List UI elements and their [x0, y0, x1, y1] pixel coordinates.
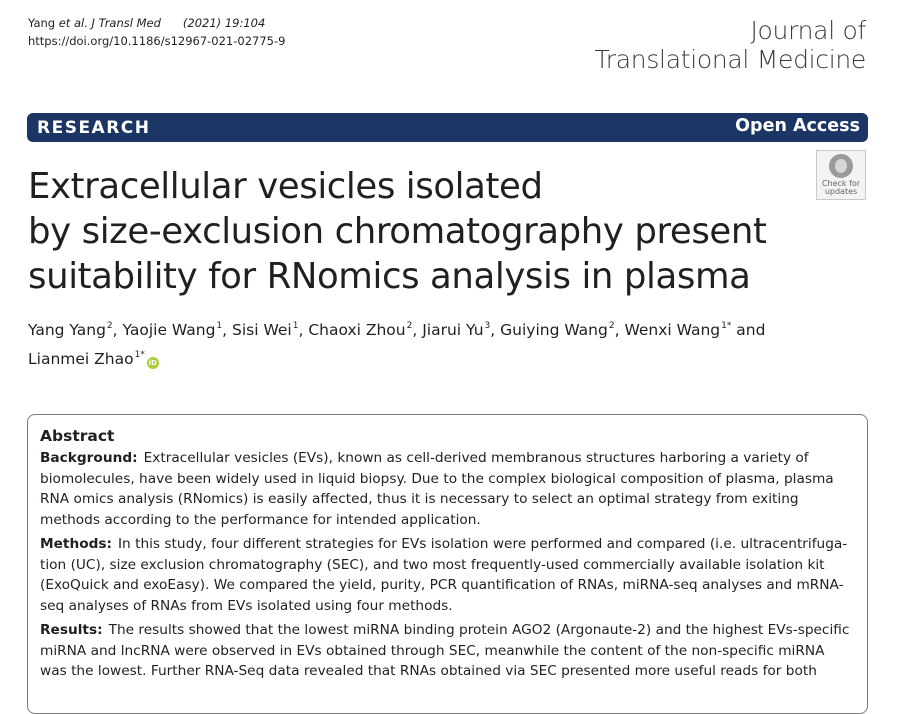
author[interactable]: Sisi Wei$^1$	[232, 321, 299, 339]
abstract-box	[27, 414, 868, 714]
author[interactable]: Wenxi Wang$^{1*}$	[624, 321, 732, 339]
citation-year: (2021) 19:104	[182, 16, 266, 30]
journal-logo-line2: Translational Medicine	[594, 45, 866, 74]
check-for-updates-button[interactable]	[816, 150, 866, 200]
author[interactable]: Yang Yang$^2$	[28, 321, 113, 339]
author[interactable]: Chaoxi Zhou$^2$	[308, 321, 413, 339]
results-label: Results:	[40, 622, 103, 638]
abstract-heading: Abstract	[40, 427, 115, 445]
results-text: The results showed that the lowest miRNA binding protein AGO2 (Argonaute-2) and the highest EVs-specific miRNA and lncRNA were observed in EVs obtained through SEC, meanwhile the content of the non-specific miRNA was the lowest. Further RNA-Seq data revealed that RNAs obtained via SEC presented more useful reads for both	[40, 622, 850, 679]
author[interactable]: Jiarui Yu$^3$	[422, 321, 491, 339]
journal-logo	[594, 16, 866, 74]
citation-authors: Yang	[28, 16, 56, 30]
orcid-icon[interactable]: iD	[148, 359, 157, 367]
author[interactable]: Yaojie Wang$^1$	[122, 321, 223, 339]
title-line-1: Extracellular vesicles isolated	[28, 166, 543, 207]
doi-link[interactable]: https://doi.org/10.1186/s12967-021-02775-9	[28, 34, 286, 48]
check-updates-line1: Check for	[821, 179, 861, 188]
abstract-results	[40, 620, 855, 682]
title-line-3: suitability for RNomics analysis in plasma	[28, 256, 751, 297]
methods-text: In this study, four different strategies for EVs isolation were performed and compared (i.e. ultracentrifuga-tion (UC), size exclusion chromatography (SEC), and two most frequently-used commercially available isolation kit (ExoQuick and exoEasy). We compared the yield, purity, PCR quantification of RNAs, miRNA-seq analyses and mRNA-seq analyses of RNAs from EVs isolated using four methods.	[40, 536, 848, 614]
journal-logo-line1: Journal of	[750, 16, 866, 45]
background-label: Background:	[40, 450, 138, 466]
citation-line	[28, 14, 285, 32]
citation-block	[28, 14, 285, 50]
check-updates-line2: updates	[824, 187, 858, 196]
open-access-label: Open Access	[735, 116, 860, 136]
methods-label: Methods:	[40, 536, 113, 552]
author-list: Yang Yang$^2$, Yaojie Wang$^1$, Sisi Wei$^1$, Chaoxi Zhou$^2$, Jiarui Yu$^3$, Guiying Wang$^2$, Wenxi Wang$^{1*}$ and Lianmei Zhao$^{1*}$iD	[28, 321, 766, 368]
citation-journal: et al. J Transl Med	[58, 16, 161, 30]
background-text: Extracellular vesicles (EVs), known as cell-derived membranous structures harboring a variety of biomolecules, have been widely used in liquid biopsy. Due to the complex biological composition of plasma, plasma RNA omics analysis (RNomics) is easily affected, thus it is necessary to select an optimal strategy from exiting methods according to the performance for intended application.	[40, 450, 834, 528]
abstract-methods	[40, 534, 855, 616]
article-type-label: RESEARCH	[37, 118, 151, 138]
check-updates-icon	[829, 154, 853, 178]
abstract-background	[40, 448, 855, 530]
article-title	[28, 164, 818, 299]
article-type-band	[27, 113, 868, 142]
author[interactable]: Guiying Wang$^2$	[500, 321, 615, 339]
author[interactable]: Lianmei Zhao$^{1*}$	[28, 350, 145, 368]
title-line-2: by size-exclusion chromatography present	[28, 211, 767, 252]
